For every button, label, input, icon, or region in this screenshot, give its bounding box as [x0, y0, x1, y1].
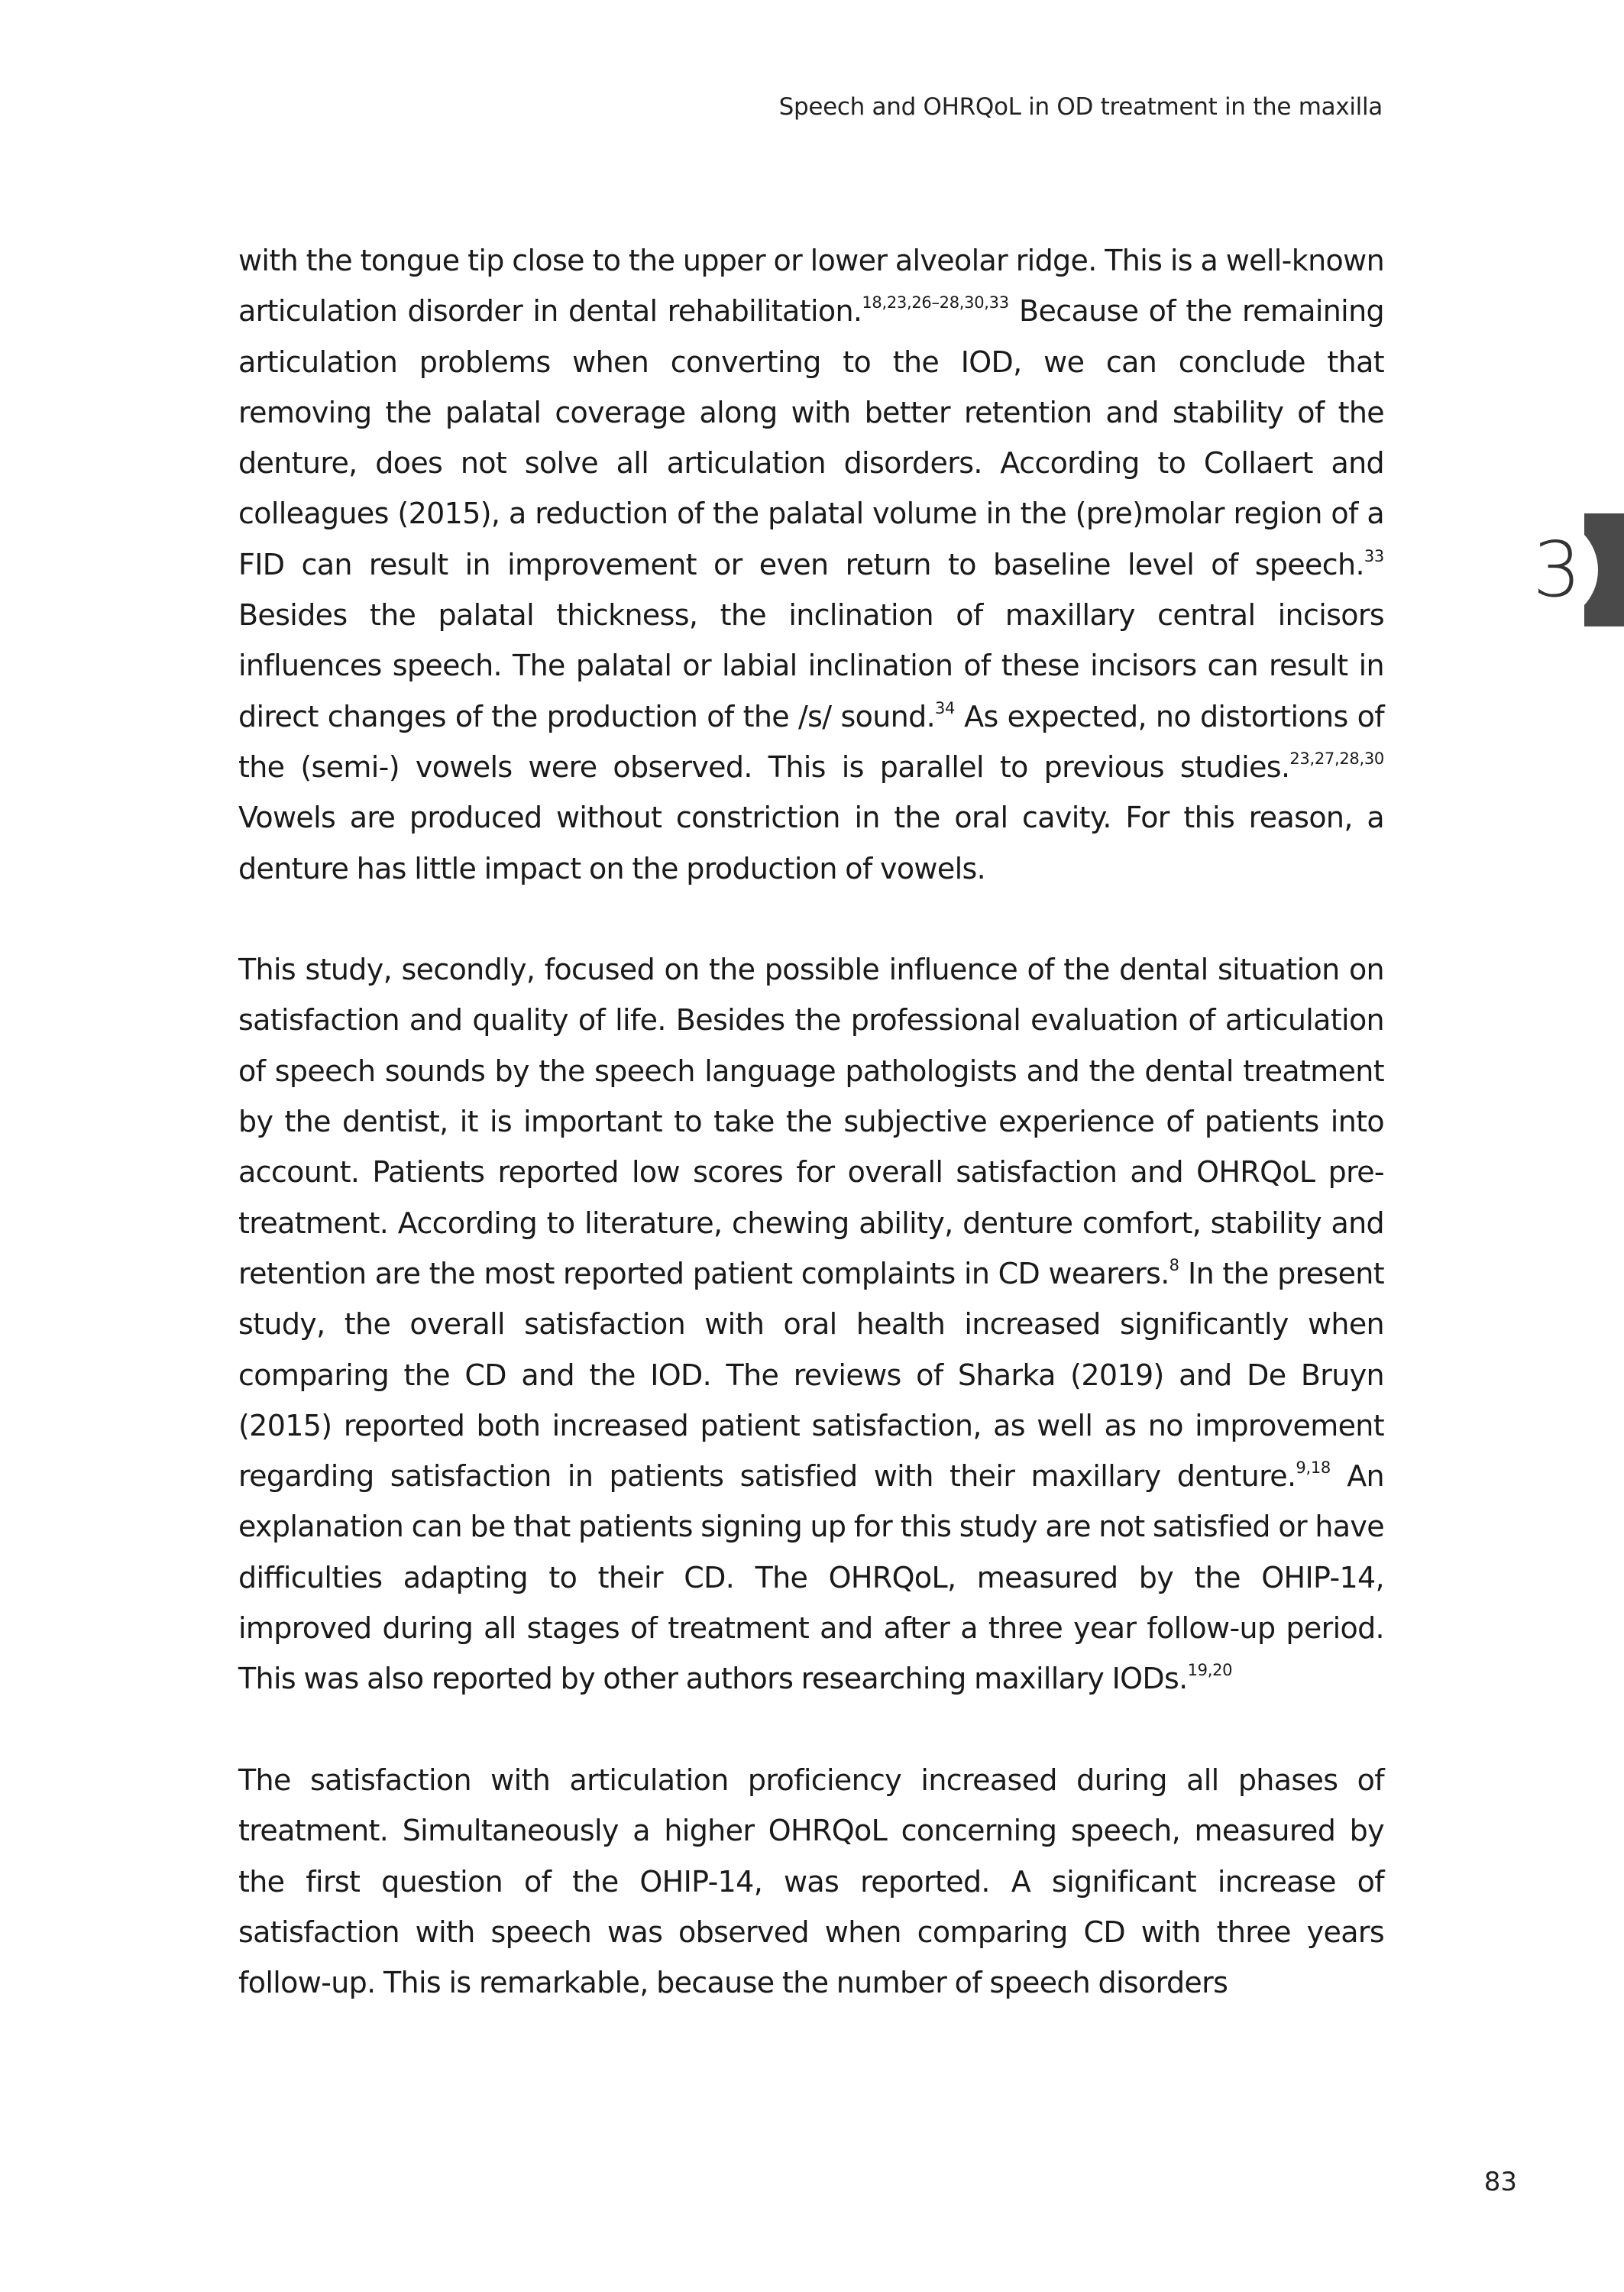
citation-superscript: 34: [935, 698, 956, 717]
body-text: [238, 235, 1384, 2059]
citation-superscript: 19,20: [1187, 1661, 1233, 1680]
text-run: with the tongue tip close to the upper or lower alveolar ridge. This is a well-known articulation disorder in dental rehabilitation.: [238, 244, 1384, 329]
text-run: Because of the remaining articulation problems when converting to the IOD, we can conclude that removing the palatal coverage along with better retention and stability of the denture, does not solve all articulation disorders. According to Collaert and colleagues (2015), a reduction of the palatal volume in the (pre)molar region of a FID can result in improvement or even return to baseline level of speech.: [238, 294, 1384, 581]
citation-superscript: 18,23,26–28,30,33: [862, 293, 1009, 312]
citation-superscript: 33: [1364, 546, 1384, 565]
citation-superscript: 23,27,28,30: [1289, 749, 1384, 768]
citation-superscript: 9,18: [1296, 1458, 1331, 1478]
text-run: This study, secondly, focused on the possible influence of the dental situation on satisfaction and quality of life. Besides the professional evaluation of articulation of speech sounds by the speech language pathologists and the dental treatment by the dentist, it is important to take the subjective experience of patients into account. Patients reported low scores for overall satisfaction and OHRQoL pre-treatment. According to literature, chewing ability, denture comfort, stability and retention are the most reported patient complaints in CD wearers.: [238, 953, 1384, 1290]
text-run: As expected, no distortions of the (semi-) vowels were observed. This is parallel to previous studies.: [238, 699, 1384, 784]
text-run: In the present study, the overall satisfaction with oral health increased significantly when comparing the CD and the IOD. The reviews of Sharka (2019) and De Bruyn (2015) reported both increased patient satisfaction, as well as no improvement regarding satisfaction in patients satisfied with their maxillary denture.: [238, 1256, 1384, 1494]
page-number: 83: [1483, 2167, 1517, 2197]
paragraph-articulation-disorders: [238, 235, 1384, 894]
paragraph-articulation-satisfaction: [238, 1755, 1384, 2008]
chapter-tab: [1505, 513, 1624, 626]
citation-superscript: 8: [1169, 1255, 1179, 1274]
text-run: Vowels are produced without constriction in the oral cavity. For this reason, a denture has little impact on the production of vowels.: [238, 801, 1384, 885]
text-run: An explanation can be that patients signing up for this study are not satisfied or have difficulties adapting to their CD. The OHRQoL, measured by the OHIP-14, improved during all stages of treatment and after a three year follow-up period. This was also reported by other authors researching maxillary IODs.: [238, 1459, 1384, 1696]
running-header: Speech and OHRQoL in OD treatment in the maxilla: [778, 93, 1383, 121]
chapter-number: 3: [1532, 525, 1581, 614]
paragraph-satisfaction-quality-of-life: [238, 944, 1384, 1704]
text-run: Besides the palatal thickness, the inclination of maxillary central incisors influences speech. The palatal or labial inclination of these incisors can result in direct changes of the production of the /s/ sound.: [238, 598, 1384, 733]
text-run: The satisfaction with articulation proficiency increased during all phases of treatment. Simultaneously a higher OHRQoL concerning speech, measured by the first question of the OHIP-14, was reported. A significant increase of satisfaction with speech was observed when comparing CD with three years follow-up. This is remarkable, because the number of speech disorders: [238, 1763, 1384, 2000]
